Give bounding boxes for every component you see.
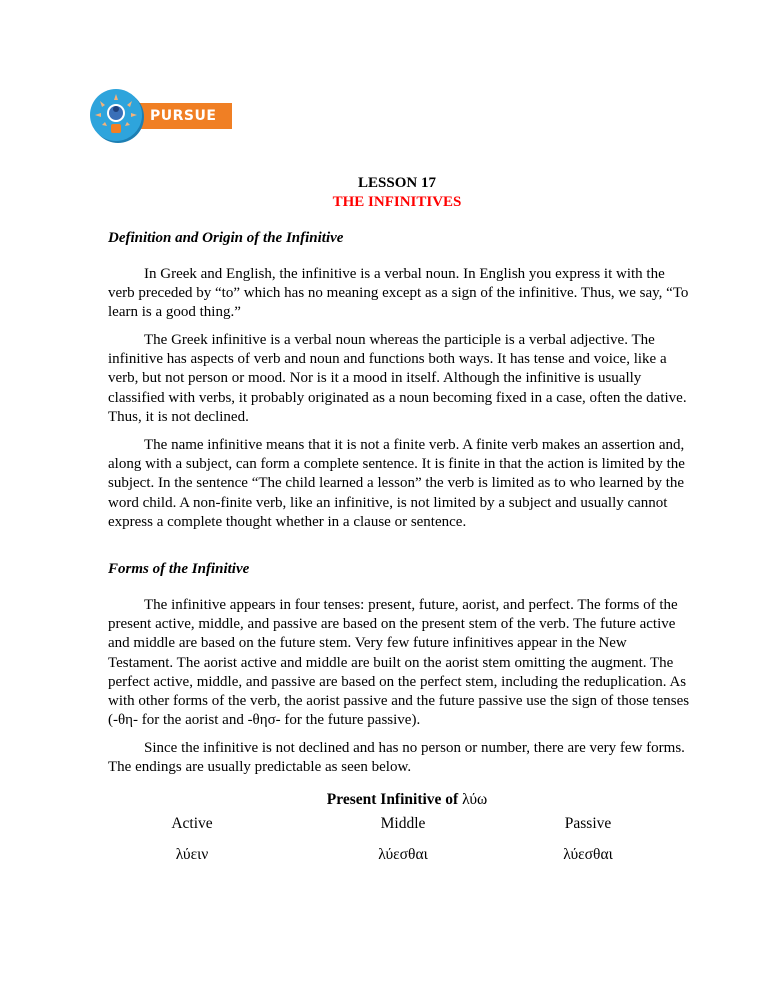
- column-form: λύεσθαι: [378, 846, 428, 863]
- paragraph: In Greek and English, the infinitive is a verbal noun. In English you express it with the verb preceded by “to” which has no meaning except as a sign of the infinitive. Thus, we say, “To learn is a good thing.”: [108, 266, 689, 321]
- column-form: λύεσθαι: [563, 846, 613, 863]
- section-heading-forms: Forms of the Infinitive: [108, 561, 250, 577]
- table-title-prefix: Present Infinitive of: [326, 791, 463, 808]
- table-column-middle: [353, 815, 453, 864]
- table-column-active: [152, 815, 232, 864]
- table-title: [108, 791, 706, 809]
- paragraph: Since the infinitive is not declined and has no person or number, there are very few forms. The endings are usually predictable as seen below.: [108, 740, 685, 776]
- logo-label: PURSUE: [132, 103, 232, 129]
- section-heading-definition: Definition and Origin of the Infinitive: [108, 230, 344, 246]
- paragraph: The infinitive appears in four tenses: present, future, aorist, and perfect. The forms of the present active, middle, and passive are based on the present stem of the verb. The future active and middle are based on the future stem. Very few future infinitives appear in the New Testament. The aorist active and middle are built on the aorist stem omitting the augment. The perfect active, middle, and passive are based on the perfect stem, including the reduplication. As with other forms of the verb, the aorist passive and the future passive use the sign of those tenses (-θη- for the aorist and -θησ- for the future passive).: [108, 597, 690, 729]
- column-header: Passive: [564, 815, 612, 832]
- column-header: Active: [171, 815, 213, 832]
- table-column-passive: [538, 815, 638, 864]
- table-title-greek: λύω: [462, 791, 488, 808]
- pursue-logo: [90, 89, 232, 141]
- lesson-title: THE INFINITIVES: [332, 194, 462, 210]
- column-form: λύειν: [175, 846, 209, 863]
- paragraph: The name infinitive means that it is not a finite verb. A finite verb makes an assertion and, along with a subject, can form a complete sentence. It is finite in that the action is limited by the subject. In the sentence “The child learned a lesson” the verb is limited as to who learned by the word child. A non-finite verb, like an infinitive, is not limited by a subject and usually cannot express a complete thought whether in a clause or sentence.: [108, 437, 685, 530]
- column-header: Middle: [380, 815, 426, 832]
- lightbulb-icon: [90, 89, 142, 141]
- paragraph: The Greek infinitive is a verbal noun whereas the participle is a verbal adjective. The infinitive has aspects of verb and noun and functions both ways. It has tense and voice, like a verb, but not person or mood. Nor is it a mood in itself. Although the infinitive is usually classified with verbs, it probably originated as a noun becoming fixed in a case, often the dative. Thus, it is not declined.: [108, 332, 687, 425]
- lesson-number: LESSON 17: [358, 175, 436, 191]
